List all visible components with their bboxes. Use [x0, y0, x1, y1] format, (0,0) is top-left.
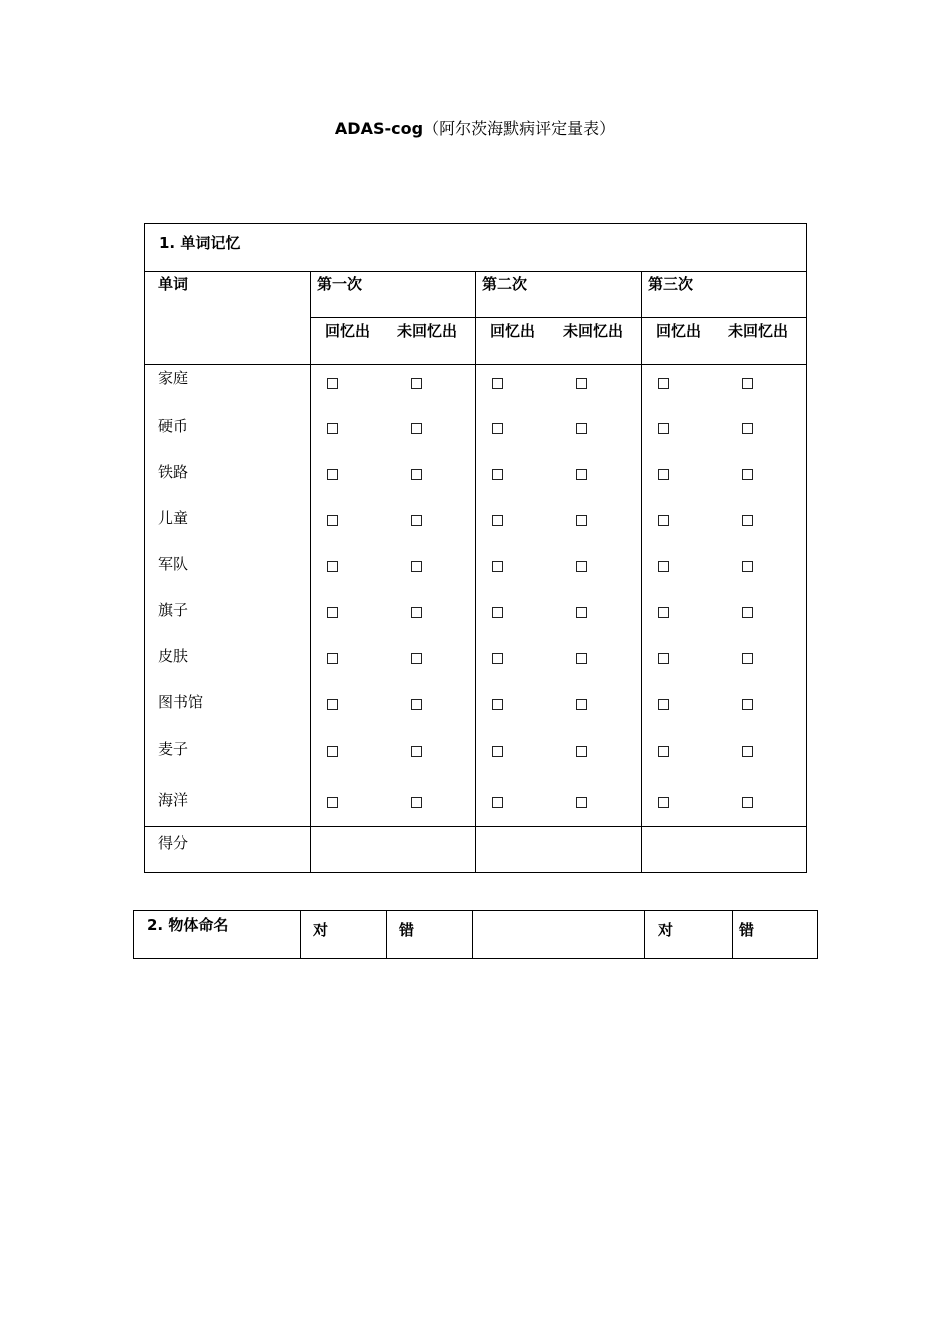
title-main: ADAS-cog: [334, 119, 424, 138]
trial-1-not-recalled-checkbox[interactable]: [411, 515, 422, 526]
trial-2-not-recalled-checkbox[interactable]: [576, 515, 587, 526]
trial-2-recalled-checkbox[interactable]: [492, 699, 503, 710]
trial-2-recalled-checkbox[interactable]: [492, 423, 503, 434]
trial-2-recalled-checkbox[interactable]: [492, 607, 503, 618]
trial-2-score-cell[interactable]: [476, 827, 641, 873]
word-label: 图书馆: [158, 693, 204, 711]
trial-1-recalled-checkbox[interactable]: [327, 653, 338, 664]
section1-title: 1. 单词记忆: [159, 234, 241, 252]
trial-3-recalled-checkbox[interactable]: [658, 699, 669, 710]
trial-2-header: 第二次: [482, 275, 528, 293]
trial-1-not-recalled-checkbox[interactable]: [411, 699, 422, 710]
word-label: 海洋: [158, 791, 189, 809]
trial-2-not-recalled-checkbox[interactable]: [576, 378, 587, 389]
trial-3-recalled-checkbox[interactable]: [658, 797, 669, 808]
trial-3-score-cell[interactable]: [642, 827, 807, 873]
col-divider: [732, 911, 733, 958]
trial-2-recalled-checkbox[interactable]: [492, 797, 503, 808]
word-label: 儿童: [158, 509, 189, 527]
trial-3-not-recalled-checkbox[interactable]: [742, 653, 753, 664]
trial-2-recalled-checkbox[interactable]: [492, 561, 503, 572]
col-divider: [644, 911, 645, 958]
trial-3-recalled-checkbox[interactable]: [658, 469, 669, 480]
trial-2-not-recalled-checkbox[interactable]: [576, 797, 587, 808]
trial-1-recalled-checkbox[interactable]: [327, 797, 338, 808]
trial-1-recalled-checkbox[interactable]: [327, 469, 338, 480]
word-label: 皮肤: [158, 647, 189, 665]
trial-2-not-recalled-checkbox[interactable]: [576, 423, 587, 434]
trial-1-recalled-checkbox[interactable]: [327, 699, 338, 710]
word-label: 麦子: [158, 740, 189, 758]
trial-1-not-recalled-checkbox[interactable]: [411, 607, 422, 618]
trial-1-not-recalled-checkbox[interactable]: [411, 797, 422, 808]
trial-2-recalled-checkbox[interactable]: [492, 653, 503, 664]
trial-2-not-recalled-checkbox[interactable]: [576, 561, 587, 572]
trial-3-recalled-checkbox[interactable]: [658, 746, 669, 757]
trial-3-not-recalled-header: 未回忆出: [728, 322, 789, 340]
trial-2-recalled-checkbox[interactable]: [492, 469, 503, 480]
object-naming-table: [133, 910, 818, 959]
trial-2-not-recalled-header: 未回忆出: [563, 322, 624, 340]
trial-3-recalled-checkbox[interactable]: [658, 515, 669, 526]
trial-2-recalled-checkbox[interactable]: [492, 378, 503, 389]
trial-2-recalled-checkbox[interactable]: [492, 515, 503, 526]
trial-2-recalled-header: 回忆出: [490, 322, 536, 340]
col-divider: [386, 911, 387, 958]
trial-3-recalled-checkbox[interactable]: [658, 607, 669, 618]
section2-title: 2. 物体命名: [147, 916, 229, 934]
trial-3-not-recalled-checkbox[interactable]: [742, 699, 753, 710]
trial-1-recalled-checkbox[interactable]: [327, 515, 338, 526]
trial-3-not-recalled-checkbox[interactable]: [742, 561, 753, 572]
col-divider: [300, 911, 301, 958]
trial-3-not-recalled-checkbox[interactable]: [742, 378, 753, 389]
wrong-header-2: 错: [739, 921, 755, 939]
word-label: 铁路: [158, 463, 189, 481]
trial-1-header: 第一次: [317, 275, 363, 293]
score-label: 得分: [158, 834, 189, 852]
word-label: 军队: [158, 555, 189, 573]
trial-2-not-recalled-checkbox[interactable]: [576, 746, 587, 757]
col-divider: [641, 271, 642, 872]
word-label: 旗子: [158, 601, 189, 619]
word-label: 硬币: [158, 417, 189, 435]
trial-1-not-recalled-checkbox[interactable]: [411, 469, 422, 480]
trial-3-recalled-checkbox[interactable]: [658, 561, 669, 572]
trial-2-not-recalled-checkbox[interactable]: [576, 699, 587, 710]
trial-1-recalled-checkbox[interactable]: [327, 423, 338, 434]
wrong-header-1: 错: [399, 921, 415, 939]
trial-2-not-recalled-checkbox[interactable]: [576, 469, 587, 480]
trial-1-recalled-checkbox[interactable]: [327, 607, 338, 618]
trial-3-not-recalled-checkbox[interactable]: [742, 515, 753, 526]
trial-1-not-recalled-checkbox[interactable]: [411, 561, 422, 572]
trial-2-recalled-checkbox[interactable]: [492, 746, 503, 757]
correct-header-2: 对: [658, 921, 674, 939]
trial-3-recalled-checkbox[interactable]: [658, 653, 669, 664]
trial-2-not-recalled-checkbox[interactable]: [576, 653, 587, 664]
trial-2-not-recalled-checkbox[interactable]: [576, 607, 587, 618]
trial-1-not-recalled-checkbox[interactable]: [411, 423, 422, 434]
trial-1-not-recalled-checkbox[interactable]: [411, 653, 422, 664]
row-divider: [311, 317, 806, 318]
trial-3-not-recalled-checkbox[interactable]: [742, 607, 753, 618]
trial-3-not-recalled-checkbox[interactable]: [742, 469, 753, 480]
trial-1-score-cell[interactable]: [311, 827, 475, 873]
trial-3-header: 第三次: [648, 275, 694, 293]
trial-1-recalled-checkbox[interactable]: [327, 746, 338, 757]
trial-1-not-recalled-checkbox[interactable]: [411, 378, 422, 389]
trial-1-not-recalled-header: 未回忆出: [397, 322, 458, 340]
col-divider: [475, 271, 476, 872]
trial-3-not-recalled-checkbox[interactable]: [742, 797, 753, 808]
word-label: 家庭: [158, 369, 189, 387]
word-header: 单词: [158, 275, 189, 293]
document-title: [0, 116, 950, 139]
word-recall-table: [144, 223, 807, 873]
trial-3-not-recalled-checkbox[interactable]: [742, 423, 753, 434]
trial-1-not-recalled-checkbox[interactable]: [411, 746, 422, 757]
trial-3-recalled-checkbox[interactable]: [658, 378, 669, 389]
col-divider: [310, 271, 311, 872]
trial-1-recalled-header: 回忆出: [325, 322, 371, 340]
title-sub: （阿尔茨海默病评定量表）: [423, 119, 616, 138]
correct-header-1: 对: [313, 921, 329, 939]
trial-3-recalled-checkbox[interactable]: [658, 423, 669, 434]
trial-3-recalled-header: 回忆出: [656, 322, 702, 340]
trial-1-recalled-checkbox[interactable]: [327, 378, 338, 389]
trial-1-recalled-checkbox[interactable]: [327, 561, 338, 572]
object-name-cell[interactable]: [473, 911, 644, 958]
trial-3-not-recalled-checkbox[interactable]: [742, 746, 753, 757]
